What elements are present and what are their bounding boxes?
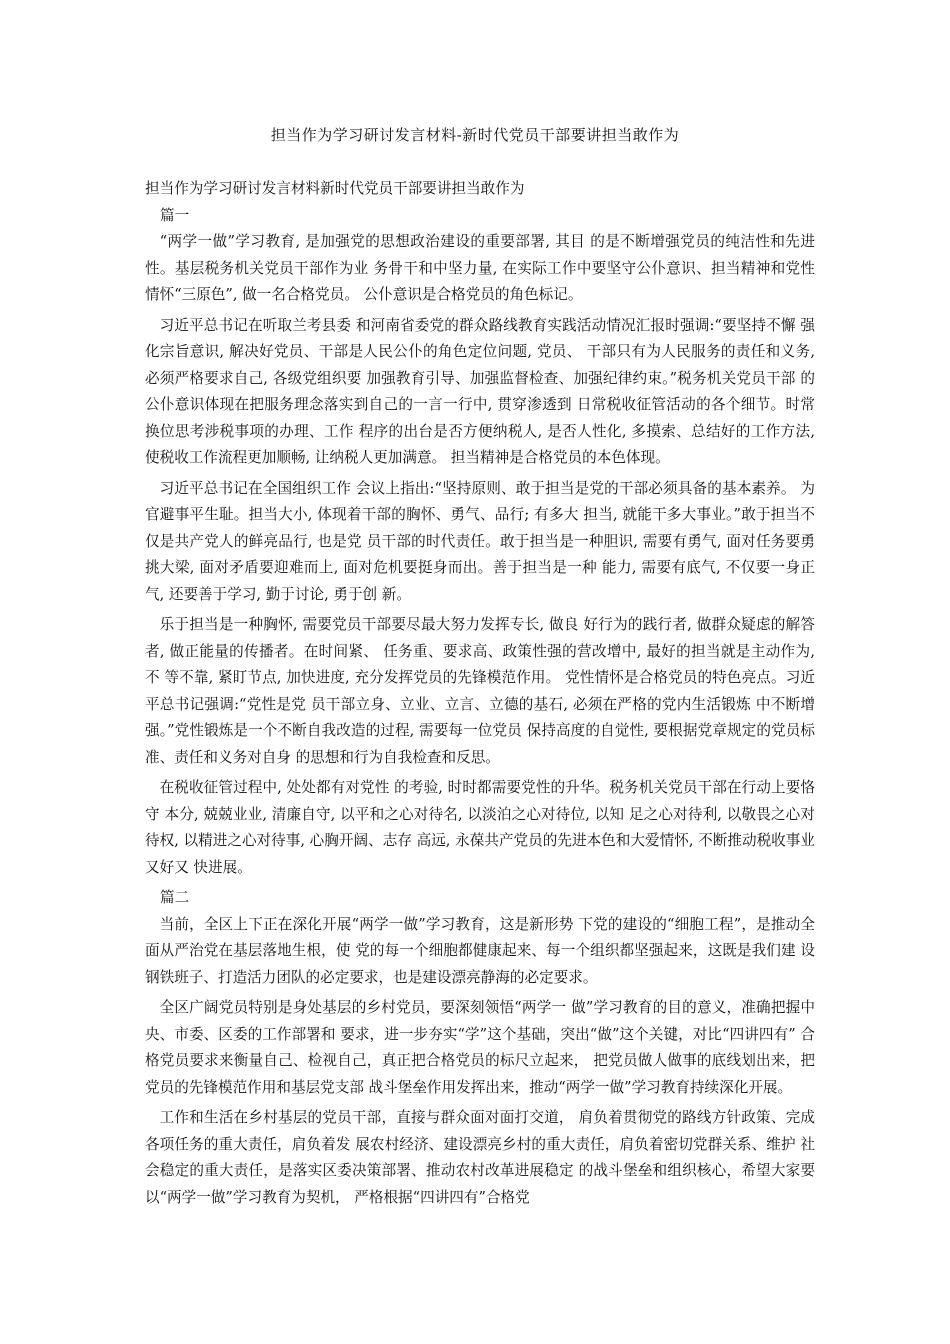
section-heading-1: 篇一	[160, 206, 190, 224]
paragraph: 全区广阔党员特别是身处基层的乡村党员，要深刻领悟“两学一 做”学习教育的目的意义，准确把握中央、市委、区委的工作部署和 要求，进一步夯实“学”这个基础，突出“做”这个关键，对比“四讲四有” 合格党员要求来衡量自己、检视自己，真正把合格党员的标尺立起来， 把党员做人做事的底线划出来，把党员的先锋模范作用和基层党支部 战斗堡垒作用发挥出来，推动“两学一做”学习教育持续深化开展。	[145, 999, 815, 1096]
paragraph: 乐于担当是一种胸怀, 需要党员干部要尽最大努力发挥专长, 做良 好行为的践行者, 做群众疑虑的解答者, 做正能量的传播者。在时间紧、 任务重、要求高、政策性强的营改增中, 最好的担当就是主动作为, 不 等不靠, 紧盯节点, 加快进度, 充分发挥党员的先锋模范作用。 党性情怀是合格党员的特色亮点。习近平总书记强调:“党性是党 员干部立身、立业、立言、立德的基石, 必须在严格的党内生活锻炼 中不断增强。”党性锻炼是一个不断自我改造的过程, 需要每一位党员 保持高度的自觉性, 要根据党章规定的党员标准、责任和义务对自身 的思想和行为自我检查和反思。	[145, 616, 815, 766]
document-subtitle: 担当作为学习研讨发言材料新时代党员干部要讲担当敢作为	[145, 180, 525, 197]
paragraph: 习近平总书记在听取兰考县委 和河南省委党的群众路线教育实践活动情况汇报时强调:“要坚持不懈 强化宗旨意识, 解决好党员、干部是人民公仆的角色定位问题, 党员、 干部只有为人民服务的责任和义务, 必须严格要求自己, 各级党组织要 加强教育引导、加强监督检查、加强纪律约束。”税务机关党员干部 的公仆意识体现在把服务理念落实到自己的一言一行中, 贯穿渗透到 日常税收征管活动的各个细节。时常换位思考涉税事项的办理、工作 程序的出台是否方便纳税人, 是否人性化, 多摸索、总结好的工作方法, 使税收工作流程更加顺畅, 让纳税人更加满意。 担当精神是合格党员的本色体现。	[145, 316, 815, 466]
paragraph: 习近平总书记在全国组织工作 会议上指出:“坚持原则、敢于担当是党的干部必须具备的基本素养。 为官避事平生耻。担当大小, 体现着干部的胸怀、勇气、品行; 有多大 担当, 就能干多大事业。”敢于担当不仅是共产党人的鲜亮品行, 也是党 员干部的时代责任。敢于担当是一种胆识, 需要有勇气, 面对任务要勇 挑大梁, 面对矛盾要迎难而上, 面对危机要挺身而出。善于担当是一种 能力, 需要有底气, 不仅要一身正气, 还要善于学习, 勤于讨论, 勇于创 新。	[145, 479, 815, 603]
paragraph: 在税收征管过程中, 处处都有对党性 的考验, 时时都需要党性的升华。税务机关党员干部在行动上要恪守 本分, 兢兢业业, 清廉自守, 以平和之心对待名, 以淡泊之心对待位, 以知 足之心对待利, 以敬畏之心对待权, 以精进之心对待事, 心胸开阔、志存 高远, 永葆共产党员的先进本色和大爱情怀, 不断推动税收事业又好又 快进展。	[145, 779, 815, 876]
document-body	[145, 176, 815, 1215]
paragraph: “两学一做”学习教育, 是加强党的思想政治建设的重要部署, 其目 的是不断增强党员的纯洁性和先进性。基层税务机关党员干部作为业 务骨干和中坚力量, 在实际工作中要坚守公仆意识、担当精神和党性 情怀“三原色”, 做一名合格党员。 公仆意识是合格党员的角色标记。	[145, 233, 815, 303]
paragraph: 当前，全区上下正在深化开展“两学一做”学习教育，这是新形势 下党的建设的“细胞工程”，是推动全面从严治党在基层落地生根，使 党的每一个细胞都健康起来、每一个组织都坚强起来，这既是我们建 设钢铁班子、打造活力团队的必定要求，也是建设漂亮静海的必定要求。	[145, 915, 815, 986]
paragraph: 工作和生活在乡村基层的党员干部，直接与群众面对面打交道， 肩负着贯彻党的路线方针政策、完成各项任务的重大责任，肩负着发 展农村经济、建设漂亮乡村的重大责任，肩负着密切党群关系、维护 社会稳定的重大责任，是落实区委决策部署、推动农村改革进展稳定 的战斗堡垒和组织核心，希望大家要以“两学一做”学习教育为契机， 严格根据“四讲四有”合格党	[145, 1109, 815, 1206]
document-title: 担当作为学习研讨发言材料-新时代党员干部要讲担当敢作为	[270, 126, 680, 144]
section-heading-2: 篇二	[160, 889, 190, 906]
